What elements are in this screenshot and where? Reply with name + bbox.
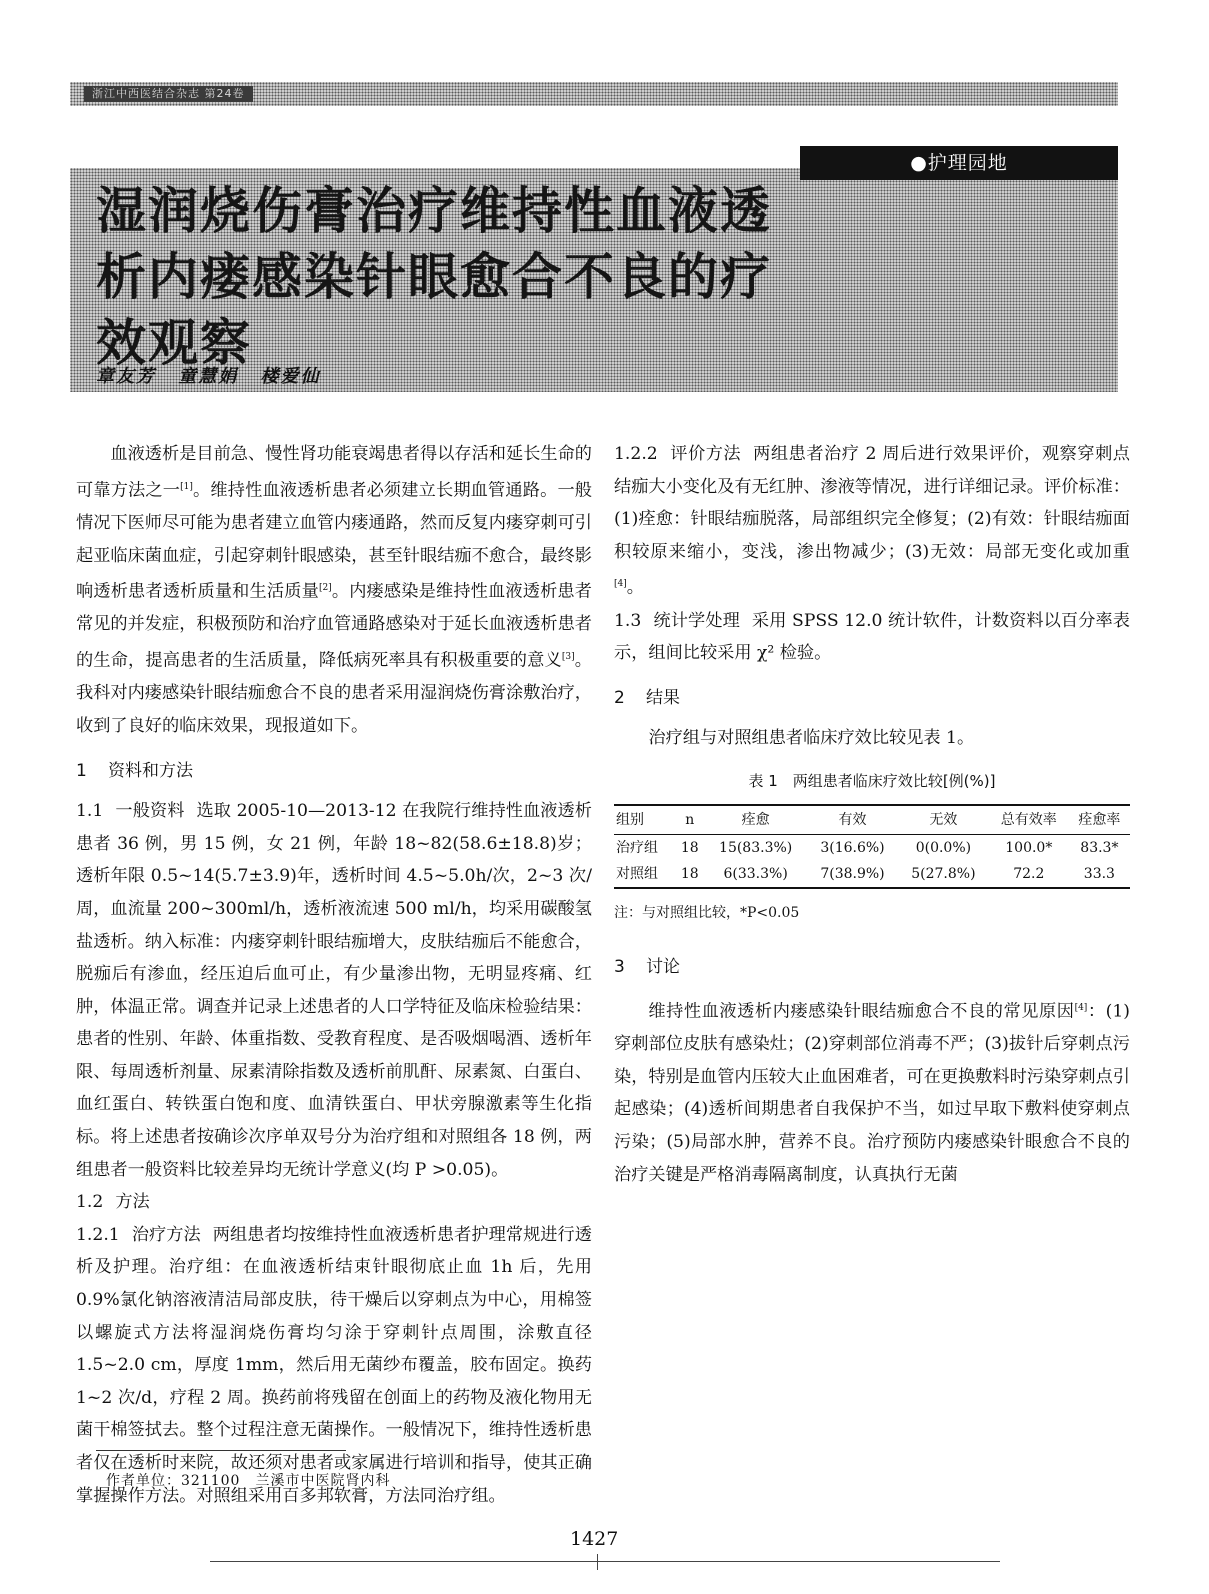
table-cell: 72.2 [989,861,1069,888]
table-row [614,861,1130,888]
left-column [76,438,592,1512]
paragraph-1-2-2: 1.2.2 评价方法 两组患者治疗 2 周后进行效果评价，观察穿刺点结痂大小变化及有无红肿、渗液等情况，进行详细记录。评价标准：(1)痊愈：针眼结痂脱落，局部组织完全修复；(2)有效：针眼结痂面积较原来缩小，变浅，渗出物减少；(3)无效：局部无变化或加重[4]。 [614,444,1130,599]
intro-paragraph: 血液透析是目前急、慢性肾功能衰竭患者得以存活和延长生命的可靠方法之一[1]。维持性血液透析患者必须建立长期血管通路。一般情况下医师尽可能为患者建立血管内瘘通路，然而反复内瘘穿刺可引起亚临床菌血症，引起穿刺针眼感染，甚至针眼结痂不愈合，最终影响透析患者透析质量和生活质量[2]。内瘘感染是维持性血液透析患者常见的并发症，积极预防和治疗血管通路感染对于延长血液透析患者的生命，提高患者的生活质量，降低病死率具有积极重要的意义[3]。我科对内瘘感染针眼结痂愈合不良的患者采用湿润烧伤膏涂敷治疗，收到了良好的临床效果，现报道如下。 [76,444,592,736]
subsection-1-2: 1.2 方法 [76,1192,150,1213]
citation: [4] [1074,1002,1088,1013]
column-header: 有效 [807,805,898,835]
citation: [3] [561,652,575,663]
table-cell: 6(33.3%) [704,861,807,888]
citation: [1] [180,481,193,492]
column-header: 无效 [898,805,989,835]
journal-name: 浙江中西医结合杂志 第24卷 [84,86,253,102]
table-cell: 治疗组 [616,839,658,856]
citation: [4] [614,579,627,590]
column-header: 痊愈率 [1069,805,1130,835]
paragraph-1-1: 1.1 一般资料 选取 2005-10—2013-12 在我院行维持性血液透析患者 36 例，男 15 例，女 21 例，年龄 18~82(58.6±18.8)岁；透析年限 0.5~14(5.7±3.9)年，透析时间 4.5~5.0h/次，2~3 次/周，血流量 200~300ml/h，透析液流速 500 ml/h，均采用碳酸氢盐透析。纳入标准：内瘘穿刺针眼结痂增大，皮肤结痂后不能愈合，脱痂后有渗血，经压迫后血可止，有少量渗出物，无明显疼痛、红肿，体温正常。调查并记录上述患者的人口学特征及临床检验结果：患者的性别、年龄、体重指数、受教育程度、是否吸烟喝酒、透析年限、每周透析剂量、尿素清除指数及透析前肌酐、尿素氮、白蛋白、血红蛋白、转铁蛋白饱和度、血清铁蛋白、甲状旁腺激素等生化指标。将上述患者按确诊次序单双号分为治疗组和对照组各 18 例，两组患者一般资料比较差异均无统计学意义(均 P >0.05)。 [76,801,592,1180]
table-cell: 3(16.6%) [820,839,885,856]
table-cell: 18 [680,839,699,856]
journal-header-band [70,82,1118,106]
table-row [614,834,1130,861]
table-cell: 0(0.0%) [915,839,972,856]
column-header: 组别 [614,805,675,835]
discussion-paragraph: 维持性血液透析内瘘感染针眼结痂愈合不良的常见原因[4]：(1)穿刺部位皮肤有感染灶；(2)穿刺部位消毒不严；(3)拔针后穿刺点污染，特别是血管内压较大止血困难者，可在更换敷料时污染穿刺点引起感染；(4)透析间期患者自我保护不当，如过早取下敷料使穿刺点污染；(5)局部水肿，营养不良。治疗预防内瘘感染针眼愈合不良的治疗关键是严格消毒隔离制度，认真执行无菌 [614,1001,1130,1185]
bottom-divider [210,1561,1000,1562]
table-cell: 100.0* [1005,839,1053,856]
citation: [2] [318,583,332,594]
column-header: n [675,805,704,835]
section-heading-2: 2 结果 [614,687,680,708]
table-cell: 5(27.8%) [898,861,989,888]
table-caption: 表 1 两组患者临床疗效比较[例(%)] [748,772,996,791]
page-number: 1427 [570,1528,619,1550]
table-cell: 33.3 [1069,861,1130,888]
column-header: 痊愈 [704,805,807,835]
section-tag: ●护理园地 [800,146,1118,180]
table-cell: 15(83.3%) [719,839,793,856]
right-column [614,438,1130,1191]
table-cell: 对照组 [614,861,675,888]
footnote-divider [96,1450,346,1451]
author-affiliation: 作者单位：321100 兰溪市中医院肾内科 [106,1473,391,1489]
results-text: 治疗组与对照组患者临床疗效比较见表 1。 [648,728,975,749]
authors: 章友芳 童慧娟 楼爱仙 [96,366,321,387]
section-heading-3: 3 讨论 [614,957,680,978]
paragraph-1-3: 1.3 统计学处理 采用 SPSS 12.0 统计软件，计数资料以百分率表示，组间比较采用 χ² 检验。 [614,610,1130,664]
table-cell: 83.3* [1080,839,1119,856]
article-title: 湿润烧伤膏治疗维持性血液透析内瘘感染针眼愈合不良的疗效观察 [96,182,772,372]
bottom-center-tick [597,1554,598,1570]
section-heading-1: 1 资料和方法 [76,760,193,781]
column-header: 总有效率 [989,805,1069,835]
table-header-row [614,805,1130,835]
table-cell: 18 [675,861,704,888]
results-table [614,804,1130,889]
table-note: 注：与对照组比较，*P<0.05 [614,904,800,921]
paragraph-1-2-1: 1.2.1 治疗方法 两组患者均按维持性血液透析患者护理常规进行透析及护理。治疗组：在血液透析结束针眼彻底止血 1h 后，先用 0.9%氯化钠溶液清洁局部皮肤，待干燥后以穿刺点为中心，用棉签以螺旋式方法将湿润烧伤膏均匀涂于穿刺针点周围，涂敷直径 1.5~2.0 cm，厚度 1mm，然后用无菌纱布覆盖，胶布固定。换药 1~2 次/d，疗程 2 周。换药前将残留在创面上的药物及液化物用无菌干棉签拭去。整个过程注意无菌操作。一般情况下，维持性透析患者仅在透析时来院，故还须对患者或家属进行培训和指导，使其正确掌握操作方法。对照组采用百多邦软膏，方法同治疗组。 [76,1224,592,1506]
table-cell: 7(38.9%) [807,861,898,888]
